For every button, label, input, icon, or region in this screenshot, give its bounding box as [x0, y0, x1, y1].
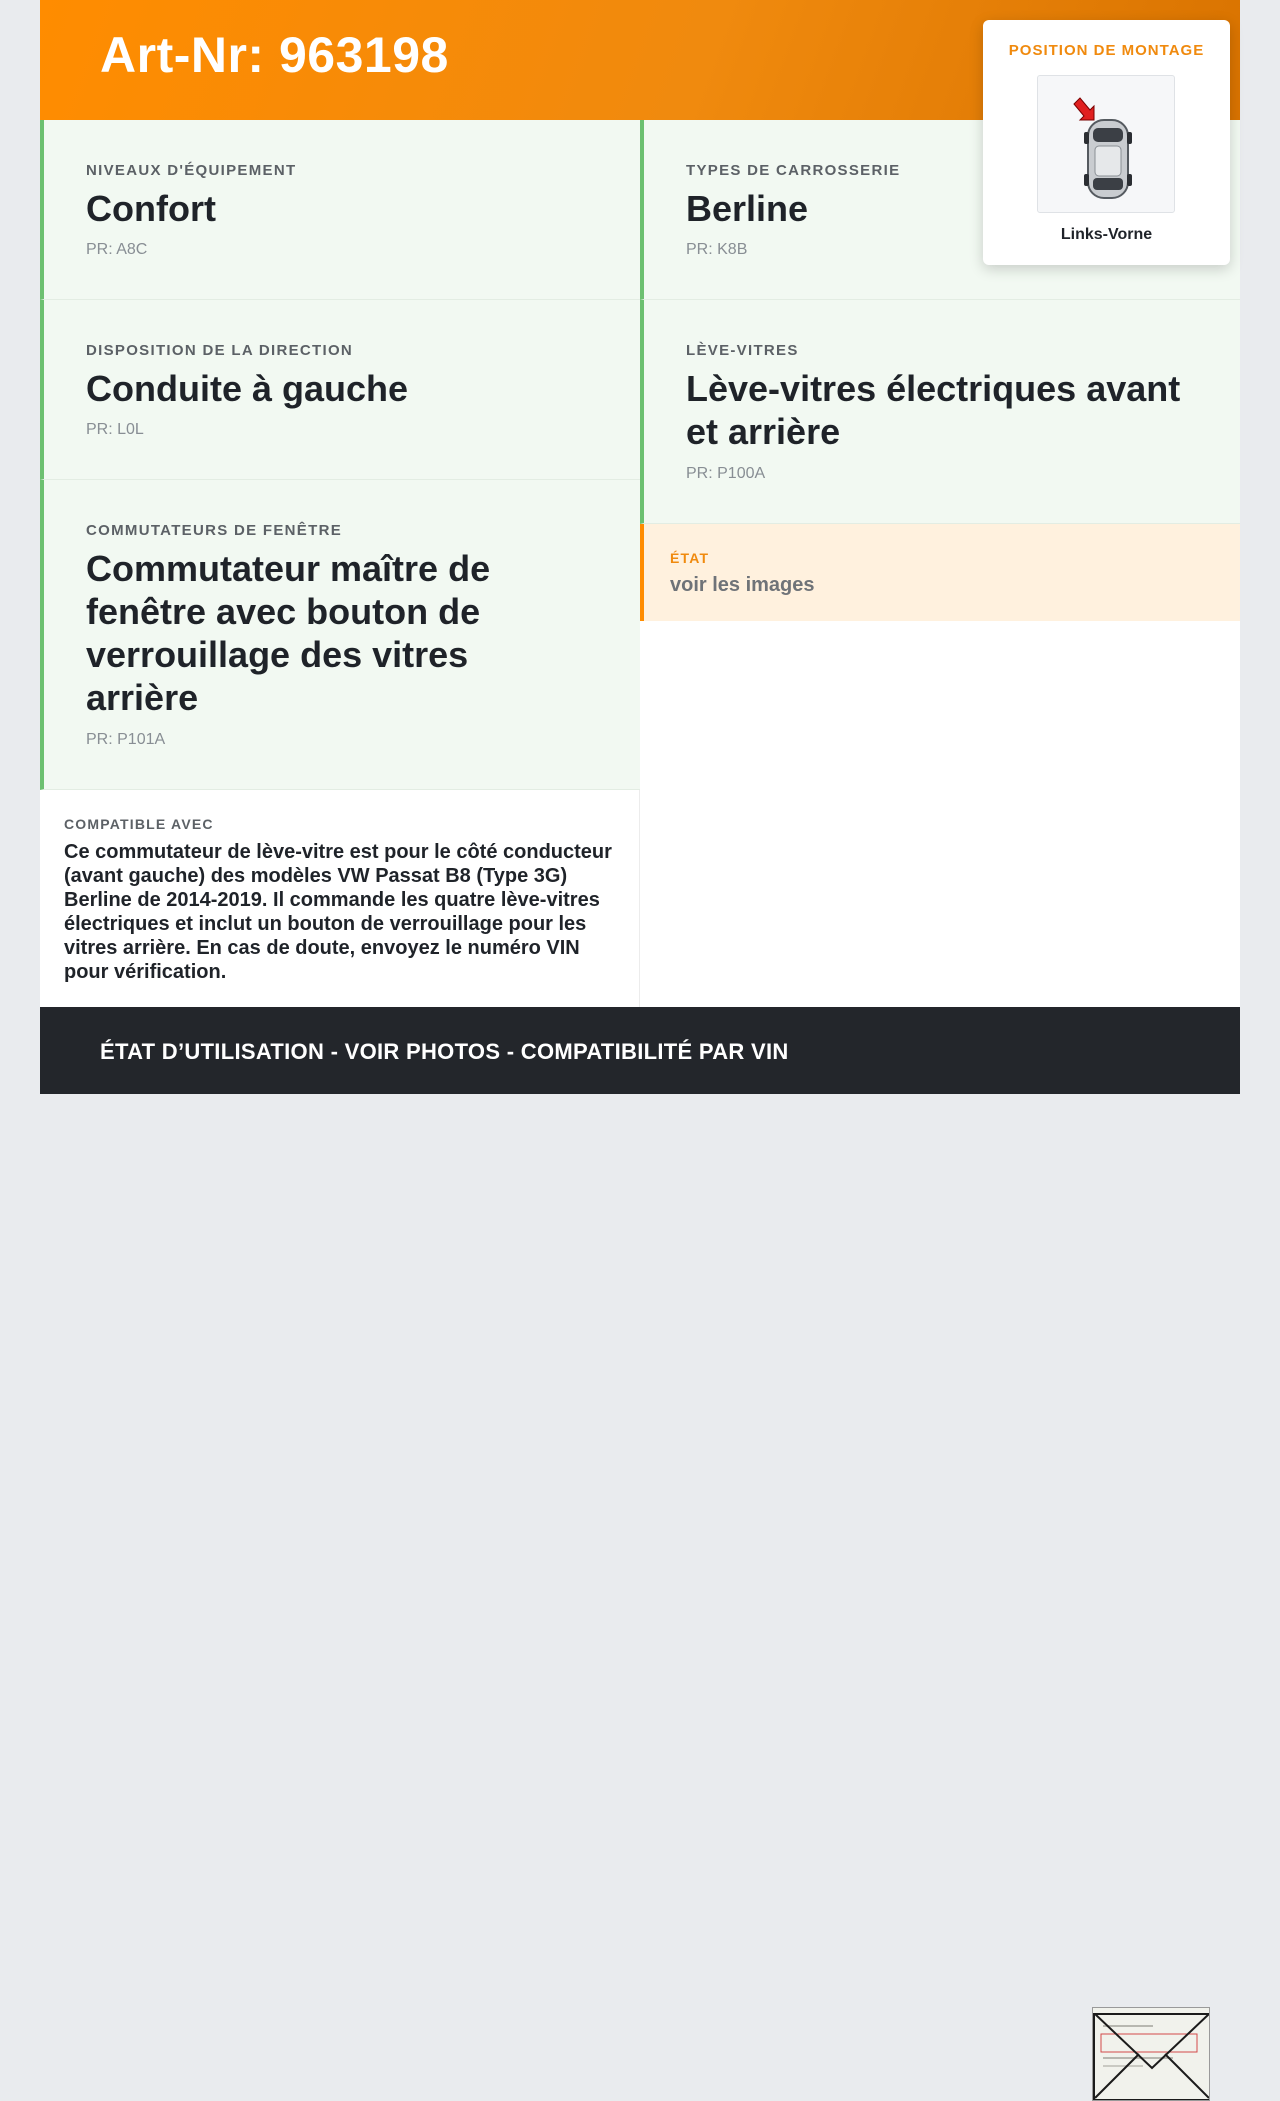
- compatibility-label: COMPATIBLE AVEC: [64, 816, 214, 832]
- spec-window-switches: [40, 480, 640, 790]
- compatibility-text: Ce commutateur de lève-vitre est pour le côté conducteur (avant gauche) des modèles VW Passat B8 (Type 3G) Berline de 2014-2019. Il commande les quatre lève-vitres électriques et inclut un bouton de verrouillage pour les vitres arrière. En cas de doute, envoyez le numéro VIN pour vérification.: [64, 841, 612, 983]
- spec-label: COMMUTATEURS DE FENÊTRE: [86, 522, 343, 539]
- spec-steering: [40, 300, 640, 480]
- spec-label: DISPOSITION DE LA DIRECTION: [86, 342, 354, 359]
- compatibility-section: [40, 790, 640, 1007]
- car-position-diagram: [1038, 76, 1174, 212]
- state-value: voir les images: [670, 574, 815, 596]
- spec-pr-code: PR: A8C: [86, 241, 148, 258]
- empty-area: [640, 621, 1240, 1007]
- spec-value: Lève-vitres électriques avant et arrière: [686, 368, 1181, 452]
- spec-windows: [640, 300, 1240, 524]
- spec-value: Commutateur maître de fenêtre avec bouton de verrouillage des vitres arrière: [86, 548, 491, 718]
- spec-equipment: [40, 120, 640, 300]
- spec-pr-code: PR: L0L: [86, 421, 144, 438]
- spec-pr-code: PR: K8B: [686, 241, 748, 258]
- document-thumbnail[interactable]: [1092, 2007, 1210, 2101]
- spec-value: Confort: [86, 188, 216, 229]
- product-sheet: [40, 0, 1240, 1094]
- car-top-view-icon: [1037, 75, 1175, 213]
- spec-label: TYPES DE CARROSSERIE: [686, 162, 901, 179]
- article-number: Art-Nr: 963198: [100, 27, 449, 83]
- footer-text: ÉTAT D’UTILISATION - VOIR PHOTOS - COMPATIBILITÉ PAR VIN: [100, 1039, 789, 1064]
- spec-value: Berline: [686, 188, 809, 229]
- mounting-position-card: [983, 20, 1230, 265]
- spec-value: Conduite à gauche: [86, 368, 409, 409]
- spec-pr-code: PR: P101A: [86, 731, 166, 748]
- mounting-position-value: Links-Vorne: [1060, 226, 1153, 243]
- spec-pr-code: PR: P100A: [686, 465, 766, 482]
- state-label: ÉTAT: [670, 550, 710, 566]
- footer-bar: [40, 1007, 1240, 1094]
- spec-label: LÈVE-VITRES: [686, 342, 799, 359]
- mounting-title: POSITION DE MONTAGE: [1008, 42, 1205, 59]
- envelope-icon: [1093, 2008, 1210, 2101]
- spec-label: NIVEAUX D'ÉQUIPEMENT: [86, 162, 297, 179]
- state-box: [640, 524, 1240, 621]
